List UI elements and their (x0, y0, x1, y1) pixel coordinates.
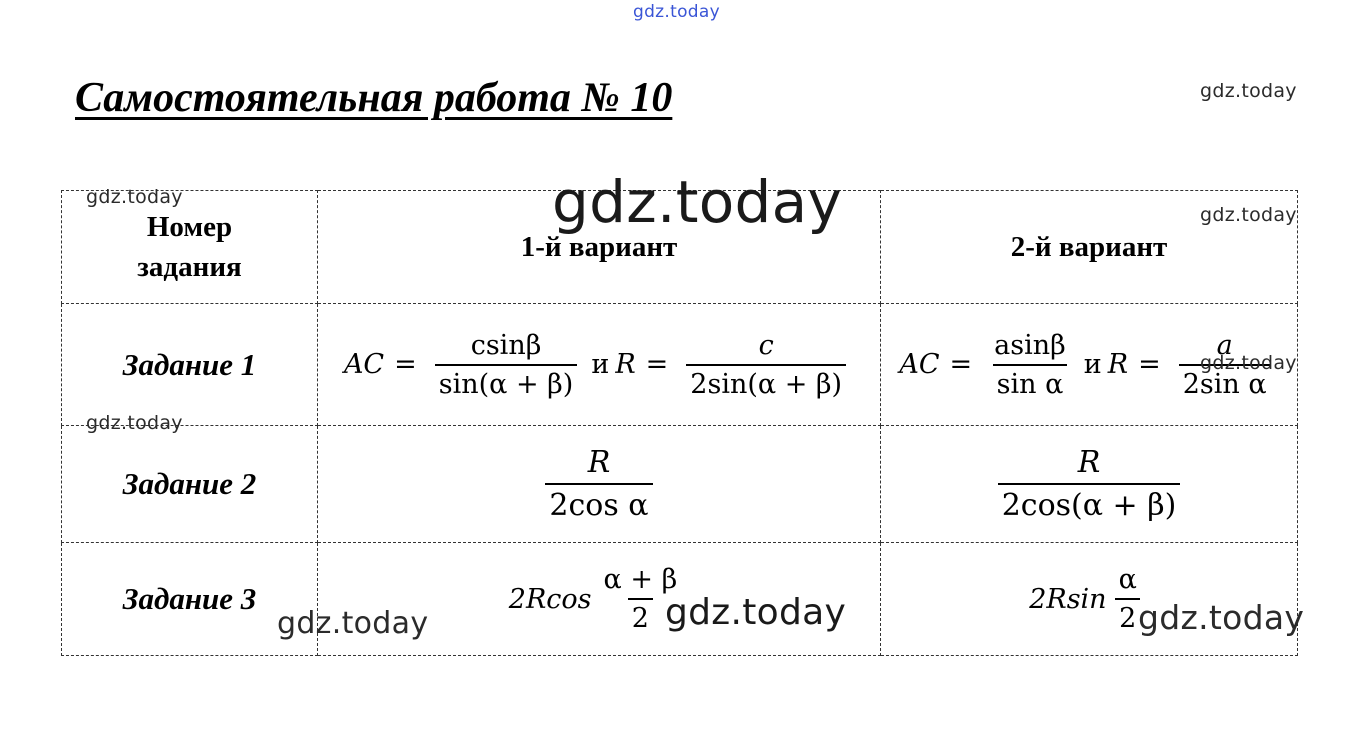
watermark: gdz.today (1200, 80, 1297, 102)
watermark: gdz.today (1200, 352, 1297, 374)
table-row (62, 426, 1298, 543)
watermark: gdz.today (665, 592, 847, 633)
watermark: gdz.today (1138, 598, 1305, 637)
formula: AC = $\frac{csin\beta}{\sin(\alpha + \beta)}$ и R = $\frac{c}{2\sin(\alpha + \beta)}$ (344, 330, 854, 400)
formula: $\frac{R}{\text{2cos α}}$ (537, 445, 660, 523)
answer-cell (881, 426, 1298, 543)
formula: 2Rcos $\frac{\alpha + \beta}{2}$ (508, 564, 678, 634)
watermark: gdz.today (86, 186, 183, 208)
header-variant-1: 1-й вариант (318, 191, 881, 304)
watermark: gdz.today (277, 606, 429, 641)
table-row (62, 304, 1298, 426)
task-label: Задание 3 (62, 543, 318, 656)
task-label: Задание 2 (62, 426, 318, 543)
answer-cell (318, 304, 881, 426)
watermark-large: gdz.today (552, 168, 843, 236)
watermark-top: gdz.today (633, 2, 720, 22)
formula: 2Rsin $\frac{\alpha}{2}$ (1029, 564, 1149, 634)
answer-cell (318, 426, 881, 543)
formula: AC = $\frac{asin\beta}{\text{sin α}}$ и R = $\frac{a}{\text{2sin α}}$ (899, 330, 1278, 400)
answers-table (61, 190, 1298, 656)
page-title: Самостоятельная работа № 10 (75, 75, 673, 121)
header-variant-2: 2-й вариант (881, 191, 1298, 304)
formula: $\frac{R}{2\cos(\alpha + \beta)}$ (990, 445, 1189, 523)
watermark: gdz.today (1200, 204, 1297, 226)
watermark: gdz.today (86, 412, 183, 434)
header-task-number: Номер задания (62, 191, 318, 304)
task-label: Задание 1 (62, 304, 318, 426)
